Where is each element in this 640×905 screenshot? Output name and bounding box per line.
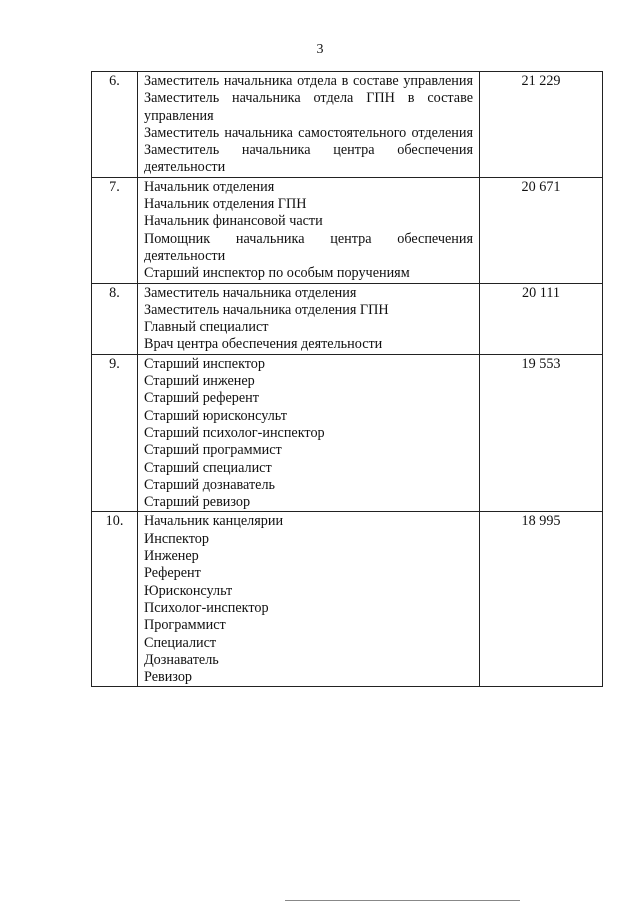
position-title: Заместитель начальника отделения ГПН xyxy=(144,301,389,318)
position-title: Начальник отделения ГПН xyxy=(144,196,307,213)
salary-amount: 18 995 xyxy=(480,512,603,687)
table-row xyxy=(92,354,603,512)
position-list xyxy=(138,512,480,687)
position-title: Начальник финансовой части xyxy=(144,213,323,230)
salary-amount: 20 671 xyxy=(480,177,603,283)
table-body xyxy=(92,72,603,687)
row-number: 8. xyxy=(92,283,138,354)
table-row xyxy=(92,177,603,283)
position-list xyxy=(138,177,480,283)
row-number: 6. xyxy=(92,72,138,178)
position-title: Врач центра обеспечения деятельности xyxy=(144,336,383,353)
position-title: Заместитель начальника самостоятельного отделения xyxy=(144,124,473,141)
position-title: Дознаватель xyxy=(144,651,219,668)
position-title: Старший психолог-инспектор xyxy=(144,424,325,441)
position-title: Старший специалист xyxy=(144,459,272,476)
position-title: Старший дознаватель xyxy=(144,476,275,493)
position-title: Заместитель начальника отдела ГПН в составе управления xyxy=(144,90,473,124)
salary-table xyxy=(91,71,603,687)
position-title: Начальник канцелярии xyxy=(144,513,284,530)
scan-edge-line xyxy=(285,900,520,901)
table-row xyxy=(92,283,603,354)
position-title: Главный специалист xyxy=(144,319,269,336)
position-title: Ревизор xyxy=(144,669,193,686)
position-title: Специалист xyxy=(144,634,217,651)
salary-amount: 19 553 xyxy=(480,354,603,512)
position-title: Программист xyxy=(144,617,226,634)
table-row xyxy=(92,512,603,687)
row-number: 7. xyxy=(92,177,138,283)
position-title: Старший референт xyxy=(144,390,259,407)
position-title: Старший инженер xyxy=(144,373,255,390)
position-title: Психолог-инспектор xyxy=(144,599,269,616)
position-list xyxy=(138,72,480,178)
position-title: Начальник отделения xyxy=(144,178,275,195)
position-title: Инженер xyxy=(144,548,199,565)
position-title: Старший инспектор xyxy=(144,355,265,372)
position-title: Референт xyxy=(144,565,201,582)
position-title: Заместитель начальника отделения xyxy=(144,284,357,301)
position-title: Инспектор xyxy=(144,530,209,547)
salary-amount: 20 111 xyxy=(480,283,603,354)
table-row xyxy=(92,72,603,178)
position-title: Помощник начальника центра обеспечения деятельности xyxy=(144,230,473,264)
position-list xyxy=(138,354,480,512)
position-title: Старший ревизор xyxy=(144,494,251,511)
position-title: Заместитель начальника отдела в составе управления xyxy=(144,73,473,89)
position-title: Старший программист xyxy=(144,442,282,459)
row-number: 10. xyxy=(92,512,138,687)
row-number: 9. xyxy=(92,354,138,512)
position-title: Старший инспектор по особым поручениям xyxy=(144,265,410,282)
salary-amount: 21 229 xyxy=(480,72,603,178)
position-title: Старший юрисконсульт xyxy=(144,407,287,424)
page-number: 3 xyxy=(316,42,324,57)
position-title: Юрисконсульт xyxy=(144,582,233,599)
position-title: Заместитель начальника центра обеспечения деятельности xyxy=(144,142,473,176)
position-list xyxy=(138,283,480,354)
